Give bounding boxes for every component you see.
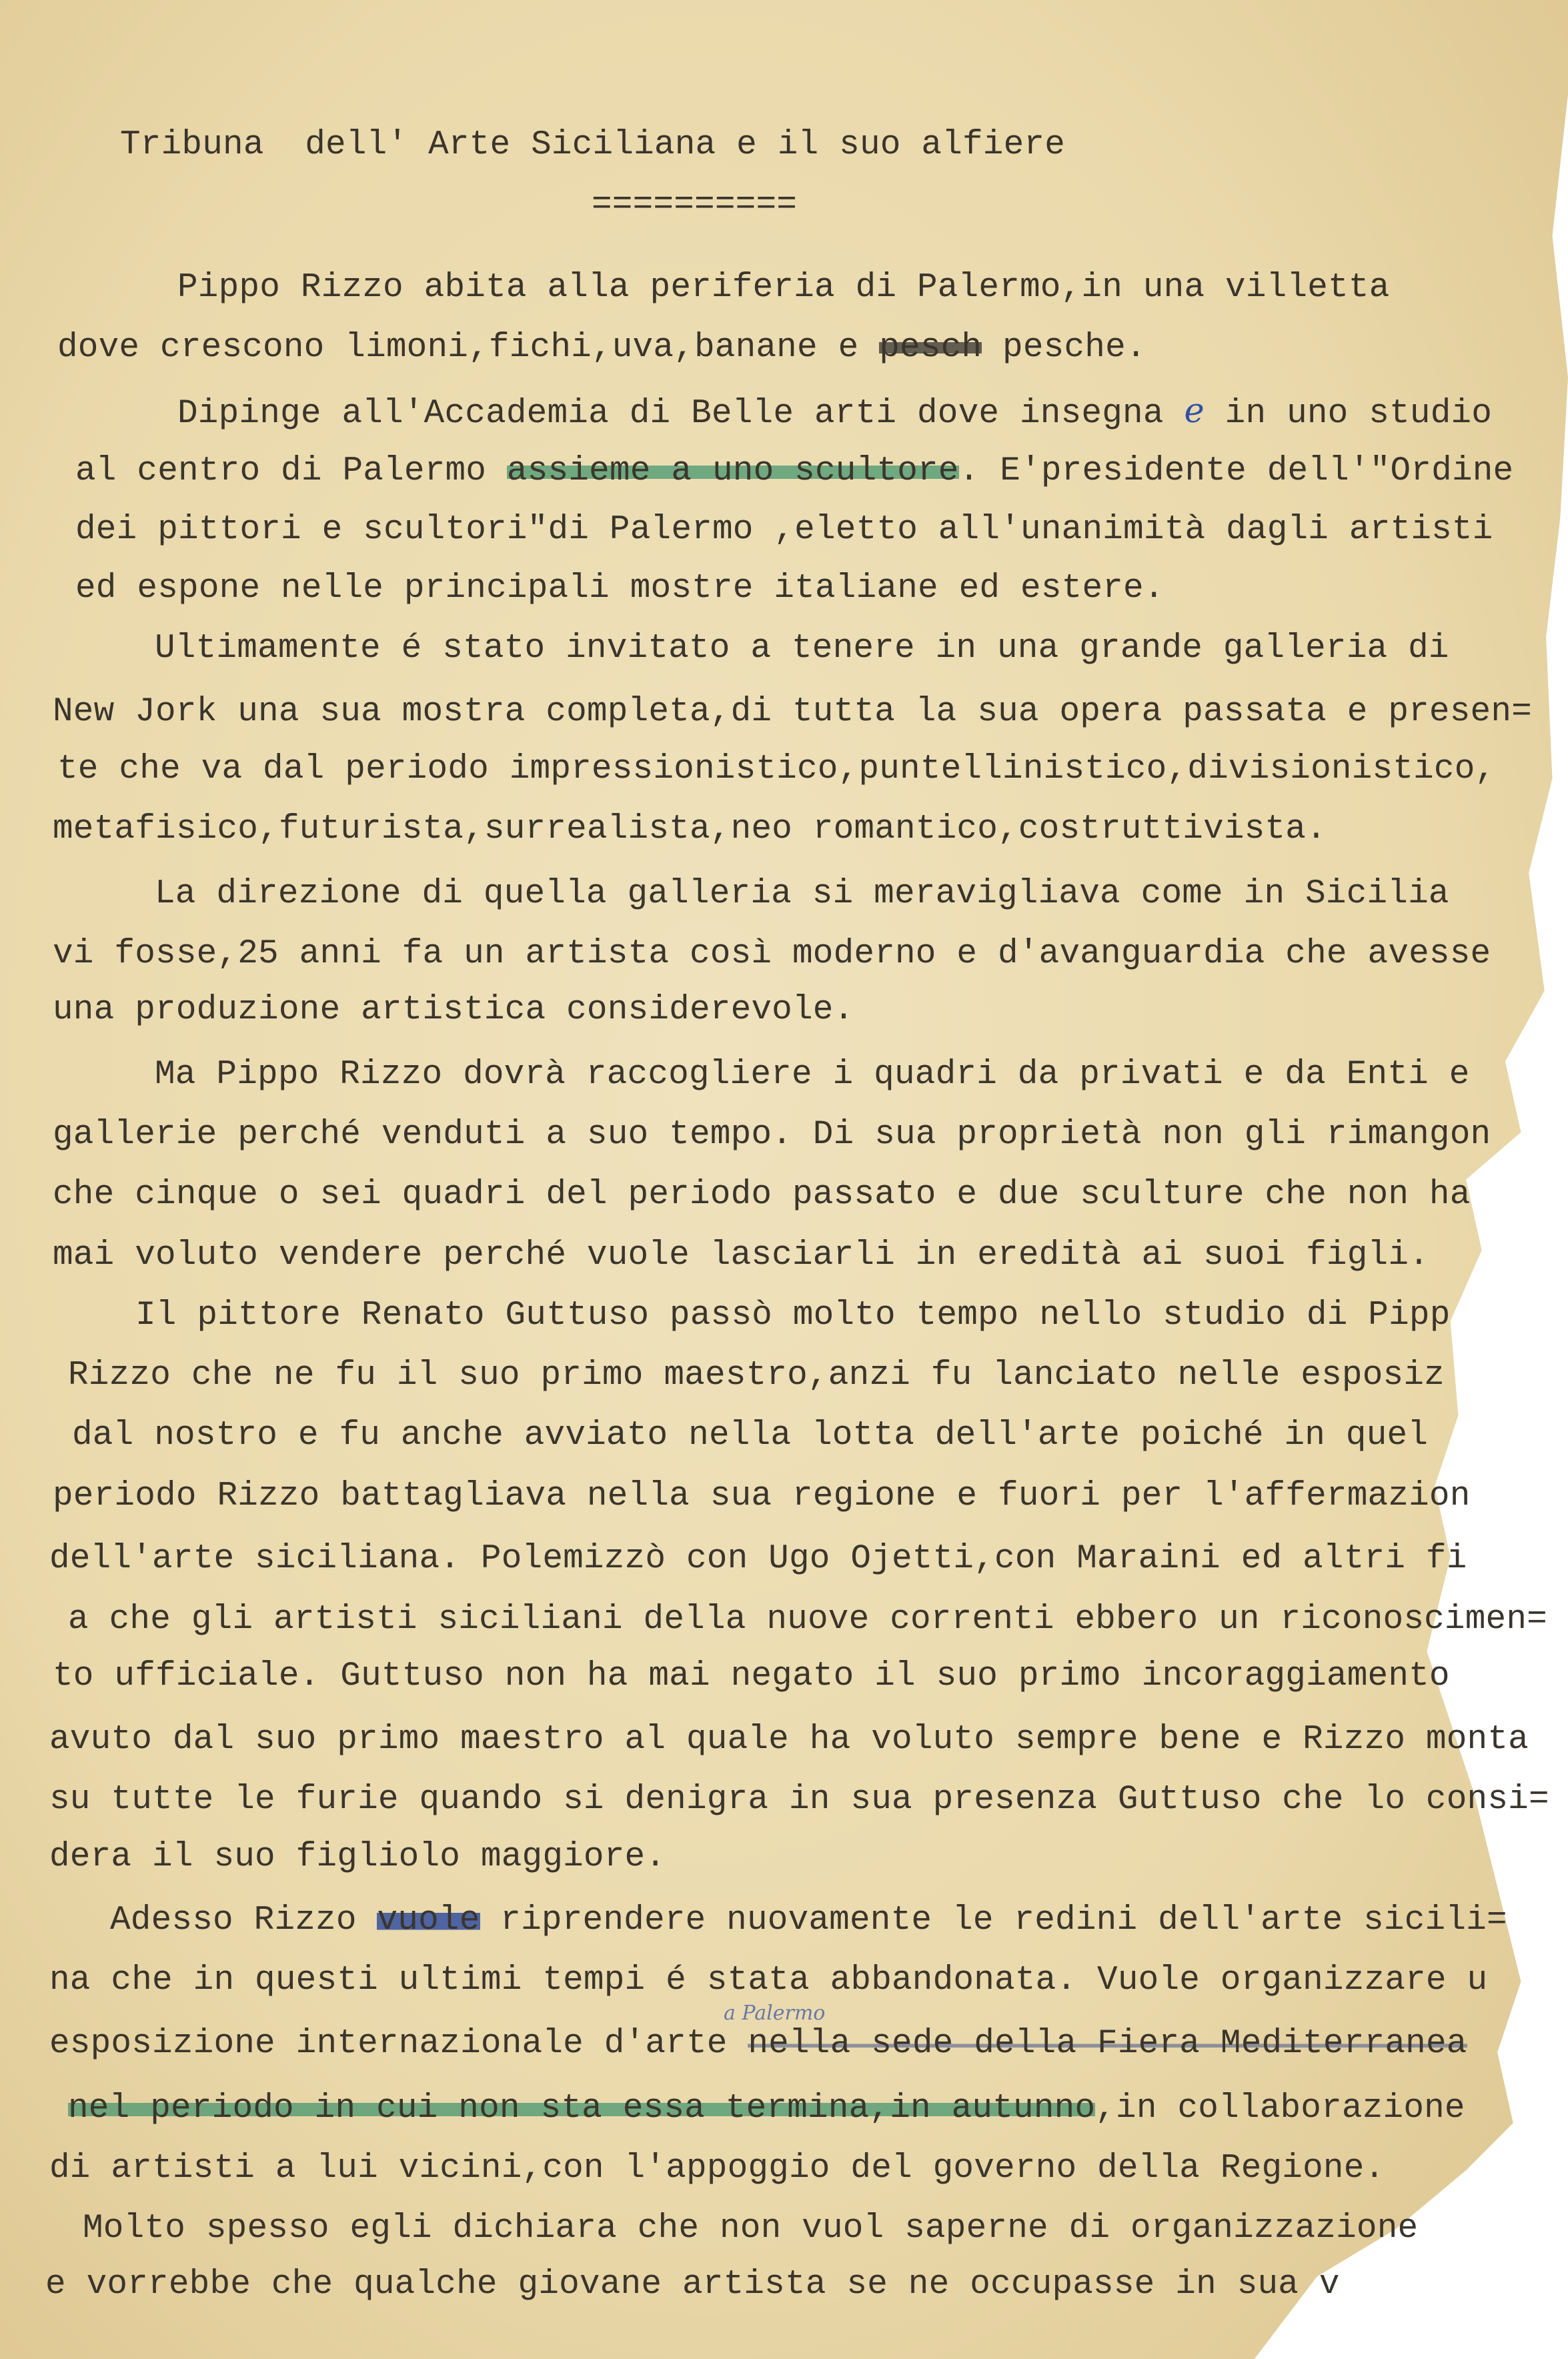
- struck-text: nella sede della Fiera Mediterranea: [748, 2025, 1467, 2063]
- text-line: [75, 570, 1164, 608]
- typed-text: ,in collaborazione: [1095, 2090, 1465, 2128]
- typed-text: su tutte le furie quando si denigra in sua presenza Guttuso che lo consi=: [49, 1781, 1549, 1819]
- typed-text: vi fosse,25 anni fa un artista così moderno e d'avanguardia che avesse: [53, 935, 1491, 973]
- title-underline: [592, 187, 797, 224]
- text-line: [155, 630, 1449, 668]
- typed-text: Ultimamente é stato invitato a tenere in una grande galleria di: [155, 630, 1449, 668]
- text-line: [49, 1541, 1467, 1578]
- typed-text: Pippo Rizzo abita alla periferia di Palermo,in una villetta: [177, 269, 1390, 307]
- struck-text: vuole: [377, 1901, 480, 1939]
- text-line: [53, 694, 1532, 731]
- text-line: [49, 2026, 1467, 2063]
- text-line: [49, 1781, 1549, 1819]
- typed-text: ed espone nelle principali mostre italiane ed estere.: [75, 570, 1164, 608]
- typed-text: New Jork una sua mostra completa,di tutta la sua opera passata e presen=: [53, 693, 1532, 731]
- text-line: [72, 1417, 1428, 1455]
- typed-text: La direzione di quella galleria si meravigliava come in Sicilia: [155, 875, 1449, 913]
- typed-text: to ufficiale. Guttuso non ha mai negato il suo primo incoraggiamento: [53, 1657, 1450, 1695]
- typed-text: che cinque o sei quadri del periodo passato e due sculture che non ha: [53, 1176, 1471, 1214]
- text-line: [53, 992, 854, 1029]
- typed-text: Dipinge all'Accademia di Belle arti dove insegna: [177, 395, 1185, 433]
- typed-text: Molto spesso egli dichiara che non vuol saperne di organizzazione: [83, 2210, 1419, 2248]
- typed-text: dove crescono limoni,fichi,uva,banane e: [57, 329, 880, 367]
- text-line: [49, 1839, 666, 1876]
- typed-text: dera il suo figliolo maggiore.: [49, 1838, 666, 1876]
- typed-text: mai voluto vendere perché vuole lasciarli in eredità ai suoi figli.: [53, 1237, 1429, 1275]
- text-line: [83, 2210, 1418, 2248]
- handwritten-annotation: a Palermo: [724, 2002, 826, 2025]
- typed-text: Il pittore Renato Guttuso passò molto tempo nello studio di Pipp: [135, 1297, 1451, 1335]
- document-title: [120, 127, 1065, 164]
- text-line: [53, 1116, 1491, 1154]
- text-line: [135, 1297, 1451, 1335]
- typed-text: te che va dal periodo impressionistico,puntellinistico,divisionistico,: [57, 750, 1496, 788]
- typed-text: a che gli artisti siciliani della nuove correnti ebbero un riconoscimen=: [68, 1601, 1547, 1639]
- text-line: [53, 1237, 1429, 1275]
- typed-text: esposizione internazionale d'arte: [49, 2025, 748, 2063]
- text-line: [68, 2090, 1465, 2128]
- typed-text: dal nostro e fu anche avviato nella lotta dell'arte poiché in quel: [72, 1417, 1429, 1455]
- typed-text: Tribuna dell' Arte Siciliana e il suo alfiere: [120, 126, 1066, 164]
- typed-text: di artisti a lui vicini,con l'appoggio del governo della Regione.: [49, 2150, 1385, 2188]
- typed-text: avuto dal suo primo maestro al quale ha voluto sempre bene e Rizzo monta: [49, 1721, 1529, 1759]
- struck-text: assieme a uno scultore: [506, 452, 959, 490]
- typed-text: Rizzo che ne fu il suo primo maestro,anzi fu lanciato nelle esposiz: [68, 1357, 1445, 1395]
- typed-text: Ma Pippo Rizzo dovrà raccogliere i quadri da privati e da Enti e: [155, 1056, 1470, 1094]
- text-line: [53, 936, 1491, 973]
- typed-text: na che in questi ultimi tempi é stata abbandonata. Vuole organizzare u: [49, 1961, 1488, 2000]
- struck-text: pesch: [879, 329, 982, 367]
- text-line: [53, 1176, 1471, 1214]
- text-line: [45, 2266, 1340, 2304]
- text-line: [110, 1902, 1507, 1939]
- typed-text: dei pittori e scultori"di Palermo ,eletto all'unanimità dagli artisti: [75, 511, 1493, 549]
- struck-text: nel periodo in cui non sta essa termina,in autunno: [68, 2090, 1096, 2128]
- typed-text: in uno studio: [1204, 395, 1493, 433]
- typed-text: una produzione artistica considerevole.: [53, 991, 854, 1029]
- typed-text: Adesso Rizzo: [110, 1901, 377, 1939]
- text-line: [75, 453, 1513, 490]
- typed-text: al centro di Palermo: [75, 452, 507, 490]
- text-line: [155, 1056, 1470, 1094]
- text-line: [177, 269, 1390, 307]
- typed-text: dell'arte siciliana. Polemizzò con Ugo Ojetti,con Maraini ed altri fi: [49, 1540, 1467, 1578]
- text-line: [49, 1962, 1487, 2000]
- typed-text: ==========: [592, 186, 798, 224]
- text-line: [53, 1658, 1450, 1695]
- text-line: [53, 1478, 1471, 1515]
- typed-text: e vorrebbe che qualche giovane artista se ne occupasse in sua v: [45, 2266, 1340, 2304]
- text-line: [177, 393, 1492, 433]
- text-line: [53, 811, 1327, 848]
- typed-text: periodo Rizzo battagliava nella sua regione e fuori per l'affermazion: [53, 1477, 1471, 1515]
- text-line: [57, 751, 1495, 788]
- typed-text: gallerie perché venduti a suo tempo. Di sua proprietà non gli rimangon: [53, 1116, 1491, 1154]
- text-line: [155, 876, 1449, 913]
- typed-text: pesche.: [982, 329, 1146, 367]
- typed-text: . E'presidente dell'"Ordine: [958, 452, 1514, 490]
- text-line: [49, 1721, 1529, 1759]
- text-line: [57, 329, 1146, 367]
- text-line: [68, 1357, 1445, 1395]
- text-line: [68, 1601, 1547, 1639]
- text-line: [75, 512, 1493, 549]
- typed-text: riprendere nuovamente le redini dell'arte sicili=: [480, 1901, 1507, 1939]
- handwritten-correction: e: [1184, 391, 1205, 431]
- text-line: [49, 2150, 1385, 2188]
- typed-text: metafisico,futurista,surrealista,neo romantico,costruttivista.: [53, 810, 1327, 848]
